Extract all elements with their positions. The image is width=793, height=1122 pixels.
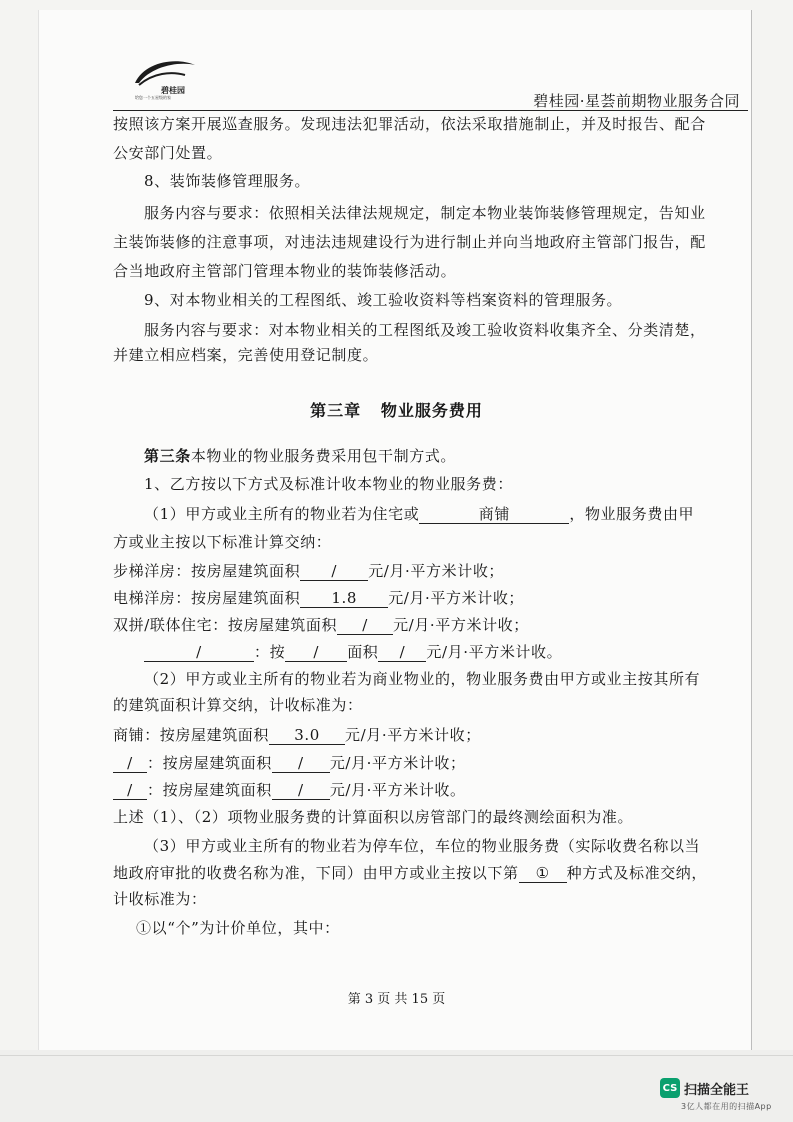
parking-text: 地政府审批的收费名称为准，下同）由甲方或业主按以下第 (113, 864, 519, 882)
contract-title: 碧桂园·星荟前期物业服务合同 (533, 92, 740, 110)
property-type-field: / (113, 782, 147, 800)
page-edge (0, 1055, 793, 1056)
rate-row (113, 614, 529, 635)
rate-value: / (337, 617, 393, 635)
rate-unit: 元/月·平方米计收； (388, 589, 525, 607)
property-type-field: / (144, 644, 254, 662)
paragraph-line: 公安部门处置。 (113, 144, 223, 162)
rate-row (113, 587, 524, 608)
rate-text: ：按 (254, 643, 286, 661)
rate-value: / (300, 563, 368, 581)
item-heading: 9、对本物业相关的工程图纸、竣工验收资料等档案资料的管理服务。 (144, 291, 623, 309)
rate-label: ：按房屋建筑面积 (147, 781, 272, 799)
rate-label: ：按房屋建筑面积 (147, 754, 272, 772)
rate-unit: 元/月·平方米计收。 (426, 643, 563, 661)
residential-text-end: ，物业服务费由甲 (569, 505, 695, 523)
parking-option-field: ① (519, 865, 567, 883)
rate-label: 商铺：按房屋建筑面积 (113, 726, 270, 744)
rate-value: / (272, 782, 330, 800)
rate-unit: 元/月·平方米计收； (393, 616, 529, 634)
watermark-name: 扫描全能王 (684, 1082, 750, 1098)
rate-unit: 元/月·平方米计收。 (329, 781, 466, 799)
rate-value: 1.8 (300, 590, 388, 608)
rate-label: 双拼/联体住宅：按房屋建筑面积 (113, 616, 338, 634)
camscanner-icon: CS (660, 1078, 680, 1098)
page-number: 第 3 页 共 15 页 (347, 992, 446, 1007)
paragraph-line: 计收标准为： (113, 890, 207, 908)
paragraph-line: 服务内容与要求：依照相关法律法规规定，制定本物业装饰装修管理规定，告知业 (144, 204, 706, 222)
rate-value: / (378, 644, 426, 662)
property-type-field: / (113, 755, 147, 773)
item-heading: 1、乙方按以下方式及标准计收本物业的物业服务费： (144, 475, 513, 493)
rate-unit: 元/月·平方米计收； (345, 726, 481, 744)
rate-text: 面积 (347, 643, 379, 661)
article-text: 本物业的物业服务费采用包干制方式。 (190, 447, 457, 465)
rate-value: 3.0 (269, 727, 345, 745)
rate-value: / (272, 755, 330, 773)
chapter-title: 物业服务费用 (380, 401, 483, 420)
paragraph-line: 上述（1）、（2）项物业服务费的计算面积以房管部门的最终测绘面积为准。 (113, 808, 634, 826)
rate-unit: 元/月·平方米计收； (368, 562, 505, 580)
rate-row (113, 724, 481, 745)
paragraph-line: 按照该方案开展巡查服务。发现违法犯罪活动，依法采取措施制止，并及时报告、配合 (113, 115, 706, 133)
scanner-watermark (660, 1077, 749, 1099)
item-heading: 8、装饰装修管理服务。 (144, 172, 311, 190)
parking-text-end: 种方式及标准交纳， (566, 864, 708, 882)
rate-row (113, 779, 466, 800)
rate-row (113, 752, 466, 773)
rate-unit: 元/月·平方米计收； (329, 754, 466, 772)
logo-text: 碧桂园 (161, 86, 185, 95)
watermark-subtitle: 3亿人都在用的扫描App (681, 1102, 772, 1111)
paragraph-line: 并建立相应档案，完善使用登记制度。 (113, 346, 379, 364)
residential-text: （1）甲方或业主所有的物业若为住宅或 (144, 505, 420, 523)
rate-label: 步梯洋房：按房屋建筑面积 (113, 562, 301, 580)
paragraph-line: 主装饰装修的注意事项，对违法违规建设行为进行制止并向当地政府主管部门报告，配 (113, 233, 706, 251)
chapter-number: 第三章 (310, 401, 362, 420)
chapter-heading (0, 398, 793, 421)
parking-line (113, 862, 707, 883)
residential-type-field: 商铺 (419, 506, 569, 524)
paragraph-line: （2）甲方或业主所有的物业若为商业物业的，物业服务费由甲方或业主按其所有 (144, 670, 701, 688)
article-line (144, 445, 456, 466)
company-logo (125, 55, 205, 100)
rate-row (113, 560, 504, 581)
paragraph-line: 的建筑面积计算交纳，计收标准为： (113, 696, 363, 714)
rate-label: 电梯洋房：按房屋建筑面积 (113, 589, 301, 607)
paragraph-line: （3）甲方或业主所有的物业若为停车位，车位的物业服务费（实际收费名称以当 (144, 837, 701, 855)
article-label: 第三条 (144, 447, 191, 465)
paragraph-line: ①以“个”为计价单位，其中： (136, 919, 340, 937)
area-type-field: / (285, 644, 347, 662)
paragraph-line: 合当地政府主管部门管理本物业的装饰装修活动。 (113, 262, 457, 280)
header-divider (113, 110, 748, 111)
residential-line (144, 503, 694, 524)
rate-row (144, 641, 562, 662)
logo-tagline: 给您一个五星级的家 (135, 95, 171, 100)
paragraph-line: 服务内容与要求：对本物业相关的工程图纸及竣工验收资料收集齐全、分类清楚， (144, 321, 706, 339)
paragraph-line: 方或业主按以下标准计算交纳： (113, 533, 332, 551)
